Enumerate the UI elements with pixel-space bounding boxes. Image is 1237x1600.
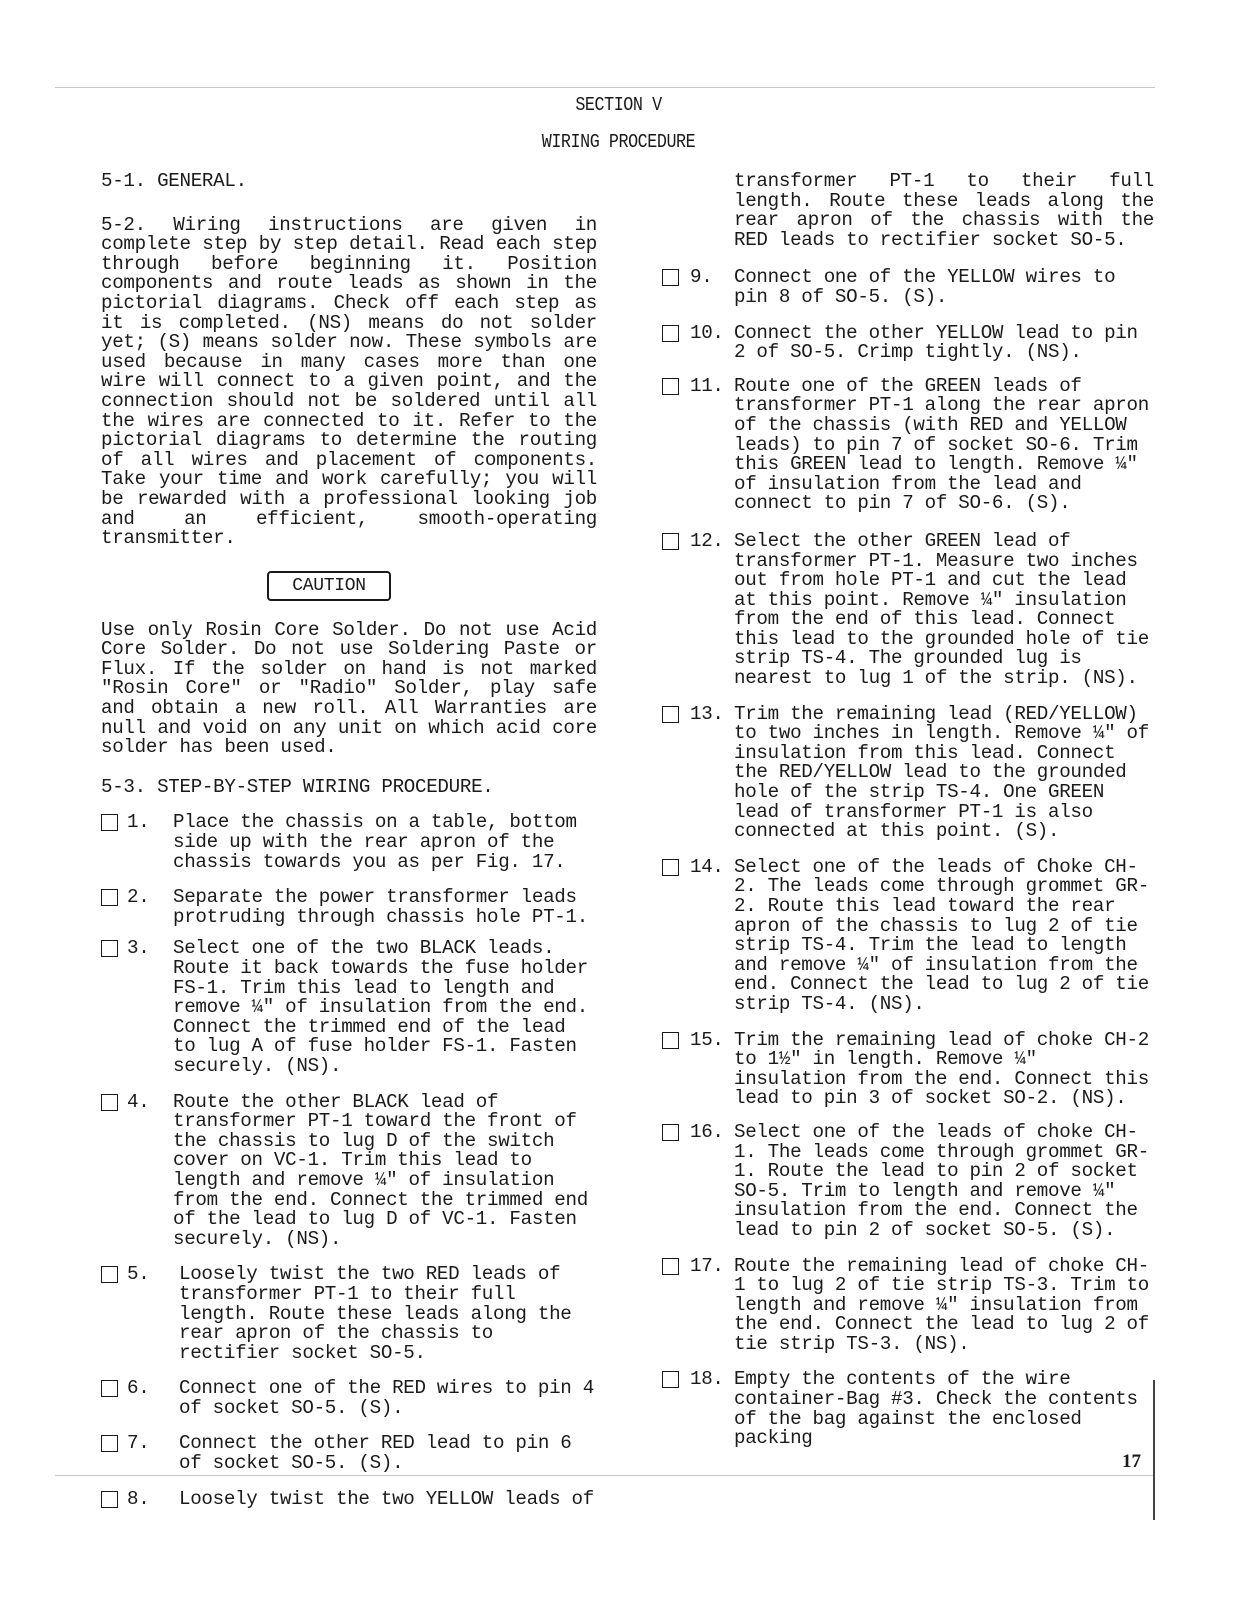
step-checkbox[interactable] <box>101 1266 118 1283</box>
step-number: 6. <box>127 1377 150 1400</box>
step-checkbox[interactable] <box>662 1371 679 1388</box>
step-number: 14. <box>690 855 724 878</box>
step-text: Trim the remaining lead of choke CH-2 to 1½" in length. Remove ¼" insulation from the end. Connect this lead to pin 3 of socket SO-2. (NS). <box>734 1028 1149 1110</box>
general-heading: 5-1. GENERAL. <box>101 170 247 192</box>
step-13 <box>662 702 1154 843</box>
step-text: Empty the contents of the wire container-Bag #3. Check the contents of the bag against the enclosed packing <box>734 1368 1138 1450</box>
step-number: 12. <box>690 529 724 552</box>
step-number: 10. <box>690 321 724 344</box>
step-checkbox[interactable] <box>662 1124 679 1141</box>
step-text: Route the remaining lead of choke CH-1 to lug 2 of tie strip TS-3. Trim to length and remove ¼" insulation from the end. Connect the lead to lug 2 of tie strip TS-3. (NS). <box>734 1254 1149 1355</box>
step-number: 5. <box>127 1263 150 1286</box>
step-4 <box>101 1090 597 1250</box>
step-16 <box>662 1120 1154 1241</box>
step-text: Loosely twist the two YELLOW leads of <box>179 1487 594 1510</box>
step-checkbox[interactable] <box>101 1435 118 1452</box>
step-number: 18. <box>690 1368 724 1391</box>
step-text: Connect one of the YELLOW wires to pin 8 of SO-5. (S). <box>734 266 1116 308</box>
step-number: 11. <box>690 374 724 397</box>
step-text: Trim the remaining lead (RED/YELLOW) to two inches in length. Remove ¼" of insulation from this lead. Connect the RED/YELLOW lead to the grounded hole of the strip TS-4. One GREEN lead of transformer PT-1 is also connected at this point. (S). <box>734 702 1149 843</box>
step-number: 17. <box>690 1254 724 1277</box>
step-checkbox[interactable] <box>662 269 679 286</box>
step-6 <box>101 1379 597 1418</box>
page-number: 17 <box>1122 1451 1141 1472</box>
step-text: Route one of the GREEN leads of transformer PT-1 along the rear apron of the chassis (with RED and YELLOW leads) to pin 7 of socket SO-6. Trim this GREEN lead to length. Remove ¼" of insulation from the lead and connect to pin 7 of SO-6. (S). <box>734 374 1149 515</box>
step-checkbox[interactable] <box>101 889 118 906</box>
left-column <box>101 172 597 1509</box>
step-2 <box>101 888 597 927</box>
step-checkbox[interactable] <box>101 1491 118 1508</box>
step-8 <box>101 1487 597 1510</box>
step-18 <box>662 1370 1154 1448</box>
step-number: 7. <box>127 1432 150 1455</box>
step-checkbox[interactable] <box>662 859 679 876</box>
step-text: Connect the other RED lead to pin 6 of socket SO-5. (S). <box>179 1432 572 1475</box>
step-14 <box>662 855 1154 1015</box>
step-5 <box>101 1265 597 1363</box>
step-3 <box>101 939 597 1076</box>
step-checkbox[interactable] <box>662 325 679 342</box>
step-17 <box>662 1254 1154 1355</box>
scan-rule <box>55 87 1155 88</box>
section-title: SECTION V <box>575 94 662 116</box>
right-column <box>662 172 1154 1449</box>
step-text: Loosely twist the two RED leads of transformer PT-1 to their full length. Route these leads along the rear apron of the chassis to rectifier socket SO-5. <box>179 1263 572 1364</box>
step-number: 4. <box>127 1090 150 1113</box>
step-number: 15. <box>690 1028 724 1051</box>
step-1 <box>101 813 597 872</box>
step-number: 1. <box>127 811 150 834</box>
step-text: Select one of the leads of choke CH-1. The leads come through grommet GR-1. Route the lead to pin 2 of socket SO-5. Trim to length and remove ¼" insulation from the end. Connect the lead to pin 2 of socket SO-5. (S). <box>734 1120 1149 1241</box>
step-checkbox[interactable] <box>662 378 679 395</box>
step-checkbox[interactable] <box>662 1258 679 1275</box>
page-title: WIRING PROCEDURE <box>541 131 696 153</box>
step-text: Place the chassis on a table, bottom side up with the rear apron of the chassis towards you as per Fig. 17. <box>173 811 577 873</box>
step-checkbox[interactable] <box>662 1032 679 1049</box>
continuation-text: transformer PT-1 to their full length. Route these leads along the rear apron of the chassis with the RED leads to rectifier socket SO-5. <box>734 170 1154 251</box>
step-checkbox[interactable] <box>101 1380 118 1397</box>
step-text: Select the other GREEN lead of transformer PT-1. Measure two inches out from hole PT-1 and cut the lead at this point. Remove ¼" insulation from the end of this lead. Connect this lead to the grounded hole of tie strip TS-4. The grounded lug is nearest to lug 1 of the strip. (NS). <box>734 529 1149 690</box>
step-10 <box>662 321 1154 364</box>
step-checkbox[interactable] <box>101 814 118 831</box>
step-checkbox[interactable] <box>101 1094 118 1111</box>
page-edge-mark <box>1153 1380 1155 1520</box>
procedure-heading: 5-3. STEP-BY-STEP WIRING PROCEDURE. <box>101 775 494 798</box>
step-number: 13. <box>690 702 724 725</box>
general-paragraph: 5-2. Wiring instructions are given in complete step by step detail. Read each step through before beginning it. Position components and route leads as shown in the pictorial diagrams. Check off each step as it is completed. (NS) means do not solder yet; (S) means solder now. These symbols are used because in many cases more than one wire will connect to a given point, and the connection should not be soldered until all the wires are connected to it. Refer to the pictorial diagrams to determine the routing of all wires and placement of components. Take your time and work carefully; you will be rewarded with a professional looking job and an efficient, smooth-operating transmitter. <box>101 213 597 550</box>
step-15 <box>662 1028 1154 1110</box>
step-text: Separate the power transformer leads protruding through chassis hole PT-1. <box>173 886 588 928</box>
step-12 <box>662 529 1154 690</box>
step-checkbox[interactable] <box>662 706 679 723</box>
step-7 <box>101 1434 597 1473</box>
step-number: 9. <box>690 266 713 289</box>
step-text: Route the other BLACK lead of transformer PT-1 toward the front of the chassis to lug D of the switch cover on VC-1. Trim this lead to length and remove ¼" of insulation from the end. Connect the trimmed end of the lead to lug D of VC-1. Fasten securely. (NS). <box>173 1090 588 1250</box>
step-text: Connect the other YELLOW lead to pin 2 of SO-5. Crimp tightly. (NS). <box>734 321 1138 364</box>
caution-paragraph: Use only Rosin Core Solder. Do not use Acid Core Solder. Do not use Soldering Paste or Flux. If the solder on hand is not marked "Rosin Core" or "Radio" Solder, play safe and obtain a new roll. All Warranties are null and void on any unit on which acid core solder has been used. <box>101 618 597 759</box>
step-text: Select one of the leads of Choke CH-2. The leads come through grommet GR-2. Route this lead toward the rear apron of the chassis to lug 2 of tie strip TS-4. Trim the lead to length and remove ¼" of insulation from the end. Connect the lead to lug 2 of tie strip TS-4. (NS). <box>734 855 1149 1015</box>
step-checkbox[interactable] <box>101 940 118 957</box>
step-text: Connect one of the RED wires to pin 4 of socket SO-5. (S). <box>179 1377 594 1419</box>
step-number: 16. <box>690 1120 724 1143</box>
step-text: Select one of the two BLACK leads. Route it back towards the fuse holder FS-1. Trim this lead to length and remove ¼" of insulation from the end. Connect the trimmed end of the lead to lug A of fuse holder FS-1. Fasten securely. (NS). <box>173 937 588 1077</box>
step-9 <box>662 268 1154 307</box>
step-number: 2. <box>127 886 150 909</box>
step-checkbox[interactable] <box>662 533 679 550</box>
step-number: 8. <box>127 1487 150 1510</box>
step-11 <box>662 374 1154 515</box>
caution-label: CAUTION <box>267 571 391 601</box>
step-number: 3. <box>127 937 150 960</box>
